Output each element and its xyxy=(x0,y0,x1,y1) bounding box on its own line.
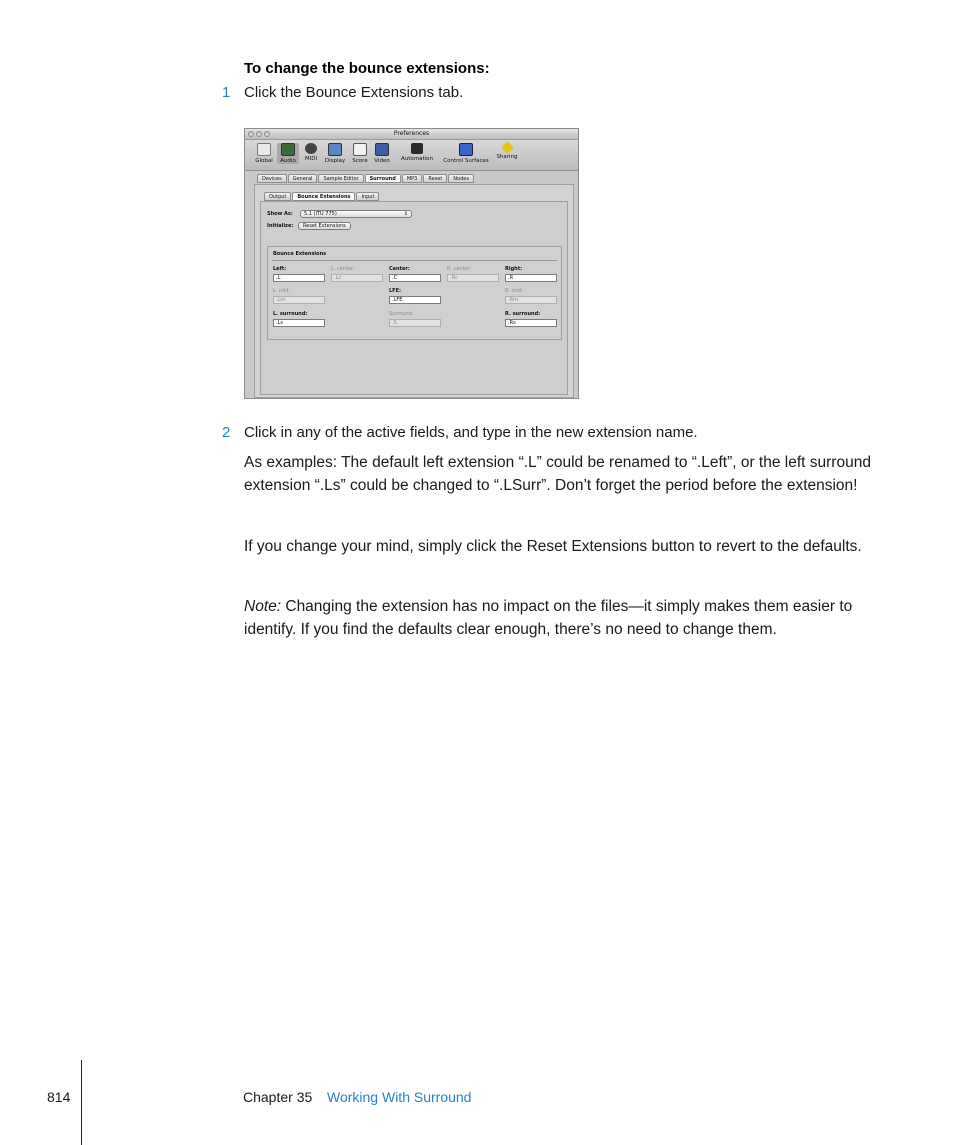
preferences-toolbar xyxy=(245,140,578,171)
subtab-bounce-extensions[interactable]: Bounce Extensions xyxy=(292,192,355,201)
global-icon xyxy=(257,143,271,156)
bounce-extensions-pane xyxy=(260,201,568,395)
lfe-label: LFE: xyxy=(389,288,402,294)
tab-devices[interactable]: Devices xyxy=(257,174,287,183)
lmid-label: L. mid: xyxy=(273,288,291,294)
show-as-label: Show As: xyxy=(267,211,293,217)
step-1-text: Click the Bounce Extensions tab. xyxy=(244,84,464,101)
toolbar-audio[interactable]: Audio xyxy=(277,143,299,164)
tab-reset[interactable]: Reset xyxy=(423,174,447,183)
left-label: Left: xyxy=(273,266,287,272)
preferences-tabs xyxy=(257,174,474,183)
reset-paragraph: If you change your mind, simply click the Reset Extensions button to revert to the defaults. xyxy=(244,538,862,555)
rcenter-label: R. center: xyxy=(447,266,472,272)
control-surfaces-icon xyxy=(459,143,473,156)
rsurround-extension-field[interactable]: .Rs xyxy=(505,319,557,327)
lfe-extension-field[interactable]: .LFE xyxy=(389,296,441,304)
preferences-window-screenshot xyxy=(244,128,579,399)
toolbar-sharing[interactable]: Sharing xyxy=(494,143,520,160)
note-paragraph xyxy=(244,595,874,641)
display-icon xyxy=(328,143,342,156)
toolbar-control-surfaces[interactable]: Control Surfaces xyxy=(440,143,492,164)
lcenter-extension-field: .Lc xyxy=(331,274,383,282)
tab-sample-editor[interactable]: Sample Editor xyxy=(318,174,363,183)
surround-extension-field: .S xyxy=(389,319,441,327)
score-icon xyxy=(353,143,367,156)
procedure-heading: To change the bounce extensions: xyxy=(244,60,490,77)
step-2-number: 2 xyxy=(222,424,231,441)
surround-label: Surround: xyxy=(389,311,414,317)
page-number: 814 xyxy=(47,1089,71,1105)
lsurround-label: L. surround: xyxy=(273,311,308,317)
toolbar-global[interactable]: Global xyxy=(253,143,275,164)
group-title: Bounce Extensions xyxy=(273,251,327,257)
rmid-label: R. mid: xyxy=(505,288,523,294)
lsurround-extension-field[interactable]: .Ls xyxy=(273,319,325,327)
note-label: Note: xyxy=(244,598,282,615)
tab-general[interactable]: General xyxy=(288,174,318,183)
tab-surround[interactable]: Surround xyxy=(365,174,401,183)
automation-icon xyxy=(411,143,423,154)
right-label: Right: xyxy=(505,266,523,272)
rmid-extension-field: .Rm xyxy=(505,296,557,304)
surround-panel xyxy=(254,184,574,398)
toolbar-automation[interactable]: Automation xyxy=(397,143,437,162)
sharing-icon xyxy=(501,141,514,154)
right-extension-field[interactable]: .R xyxy=(505,274,557,282)
popup-arrows-icon: ↕ xyxy=(403,211,408,217)
toolbar-midi[interactable]: MIDI xyxy=(302,143,320,162)
video-icon xyxy=(375,143,389,156)
step-2-text: Click in any of the active fields, and type in the new extension name. xyxy=(244,424,698,441)
tab-mp3[interactable]: MP3 xyxy=(402,174,423,183)
tab-nodes[interactable]: Nodes xyxy=(448,174,474,183)
chapter-title-link[interactable]: Working With Surround xyxy=(327,1089,472,1105)
window-title: Preferences xyxy=(393,130,430,137)
window-titlebar xyxy=(245,129,578,140)
examples-paragraph: As examples: The default left extension “.L” could be renamed to “.Left”, or the left surround extension “.Ls” could be changed to “.LSurr”. Don’t forget the period before the extension! xyxy=(244,454,871,494)
rsurround-label: R. surround: xyxy=(505,311,541,317)
rcenter-extension-field: .Rc xyxy=(447,274,499,282)
note-text: Changing the extension has no impact on the files—it simply makes them easier to identify. If you find the defaults clear enough, there’s no need to change them. xyxy=(244,598,853,638)
step-1-number: 1 xyxy=(222,84,231,101)
center-extension-field[interactable]: .C xyxy=(389,274,441,282)
toolbar-video[interactable]: Video xyxy=(372,143,392,164)
toolbar-display[interactable]: Display xyxy=(322,143,348,164)
reset-extensions-button[interactable]: Reset Extensions xyxy=(298,222,351,230)
show-as-select[interactable]: 5.1 (ITU 775) ↕ xyxy=(300,210,412,218)
footer-divider xyxy=(81,1060,82,1145)
toolbar-score[interactable]: Score xyxy=(350,143,370,164)
surround-subtabs xyxy=(264,192,379,201)
bounce-extensions-group xyxy=(267,246,562,340)
lcenter-label: L. center: xyxy=(331,266,355,272)
chapter-label: Chapter 35 xyxy=(243,1089,313,1105)
left-extension-field[interactable]: .L xyxy=(273,274,325,282)
initialize-label: Initialize: xyxy=(267,223,294,229)
center-label: Center: xyxy=(389,266,410,272)
midi-icon xyxy=(305,143,317,154)
audio-icon xyxy=(281,143,295,156)
subtab-input[interactable]: Input xyxy=(356,192,379,201)
subtab-output[interactable]: Output xyxy=(264,192,291,201)
lmid-extension-field: .Lm xyxy=(273,296,325,304)
group-divider xyxy=(272,260,557,261)
